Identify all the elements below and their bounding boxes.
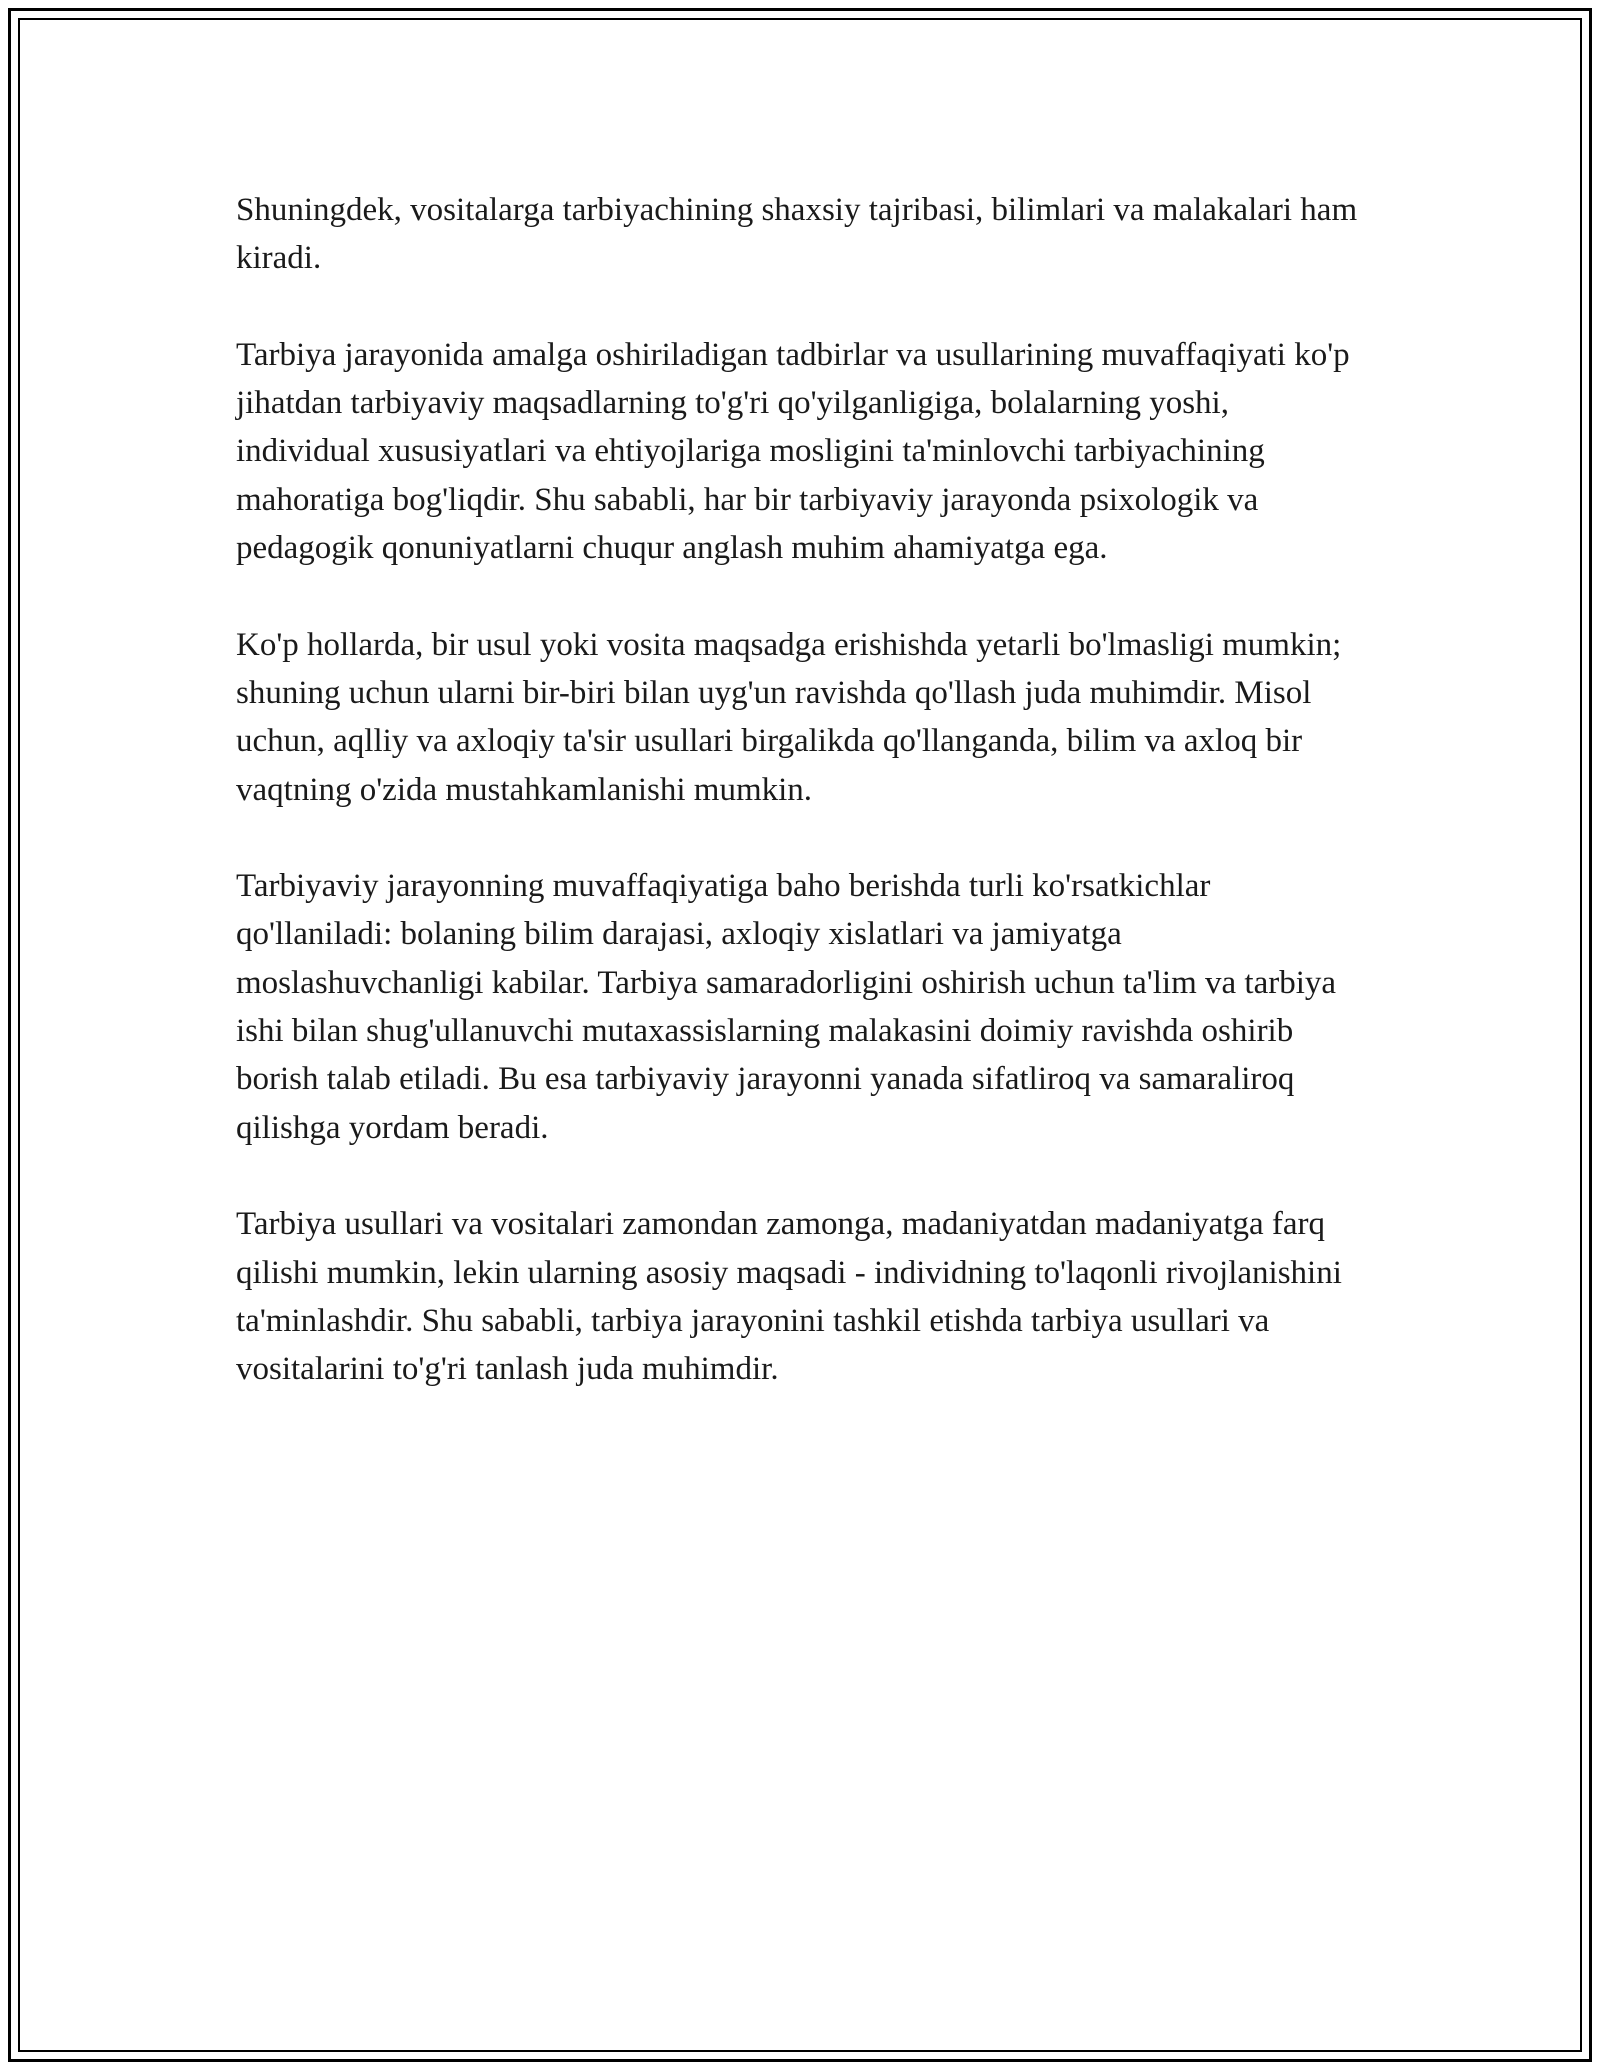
- paragraph-4: Tarbiyaviy jarayonning muvaffaqiyatiga baho berishda turli ko'rsatkichlar qo'llaniladi: bolaning bilim darajasi, axloqiy xislatlari va jamiyatga moslashuvchanligi kabilar. Tarbiya samaradorligini oshirish uchun ta'lim va tarbiya ishi bilan shug'ullanuvchi mutaxassislarning malakasini doimiy ravishda oshirib borish talab etiladi. Bu esa tarbiyaviy jarayonni yanada sifatliroq va samaraliroq qilishga yordam beradi.: [236, 868, 1337, 1146]
- paragraph-2: Tarbiya jarayonida amalga oshiriladigan tadbirlar va usullarining muvaffaqiyati ko'p jihatdan tarbiyaviy maqsadlarning to'g'ri qo'yilganligiga, bolalarning yoshi, individual xususiyatlari va ehtiyojlariga mosligini ta'minlovchi tarbiyachining mahoratiga bog'liqdir. Shu sababli, har bir tarbiyaviy jarayonda psixologik va pedagogik qonuniyatlarni chuqur anglash muhim ahamiyatga ega.: [236, 336, 1350, 567]
- document-body: [236, 186, 1366, 1442]
- paragraph-5: Tarbiya usullari va vositalari zamondan zamonga, madaniyatdan madaniyatga farq qilishi mumkin, lekin ularning asosiy maqsadi - individning to'laqonli rivojlanishini ta'minlashdir. Shu sababli, tarbiya jarayonini tashkil etishda tarbiya usullari va vositalarini to'g'ri tanlash juda muhimdir.: [236, 1206, 1342, 1388]
- paragraph-1: Shuningdek, vositalarga tarbiyachining shaxsiy tajribasi, bilimlari va malakalari ham kiradi.: [236, 192, 1358, 277]
- paragraph-3: Ko'p hollarda, bir usul yoki vosita maqsadga erishishda yetarli bo'lmasligi mumkin; shuning uchun ularni bir-biri bilan uyg'un ravishda qo'llash juda muhimdir. Misol uchun, aqlliy va axloqiy ta'sir usullari birgalikda qo'llanganda, bilim va axloq bir vaqtning o'zida mustahkamlanishi mumkin.: [236, 626, 1342, 808]
